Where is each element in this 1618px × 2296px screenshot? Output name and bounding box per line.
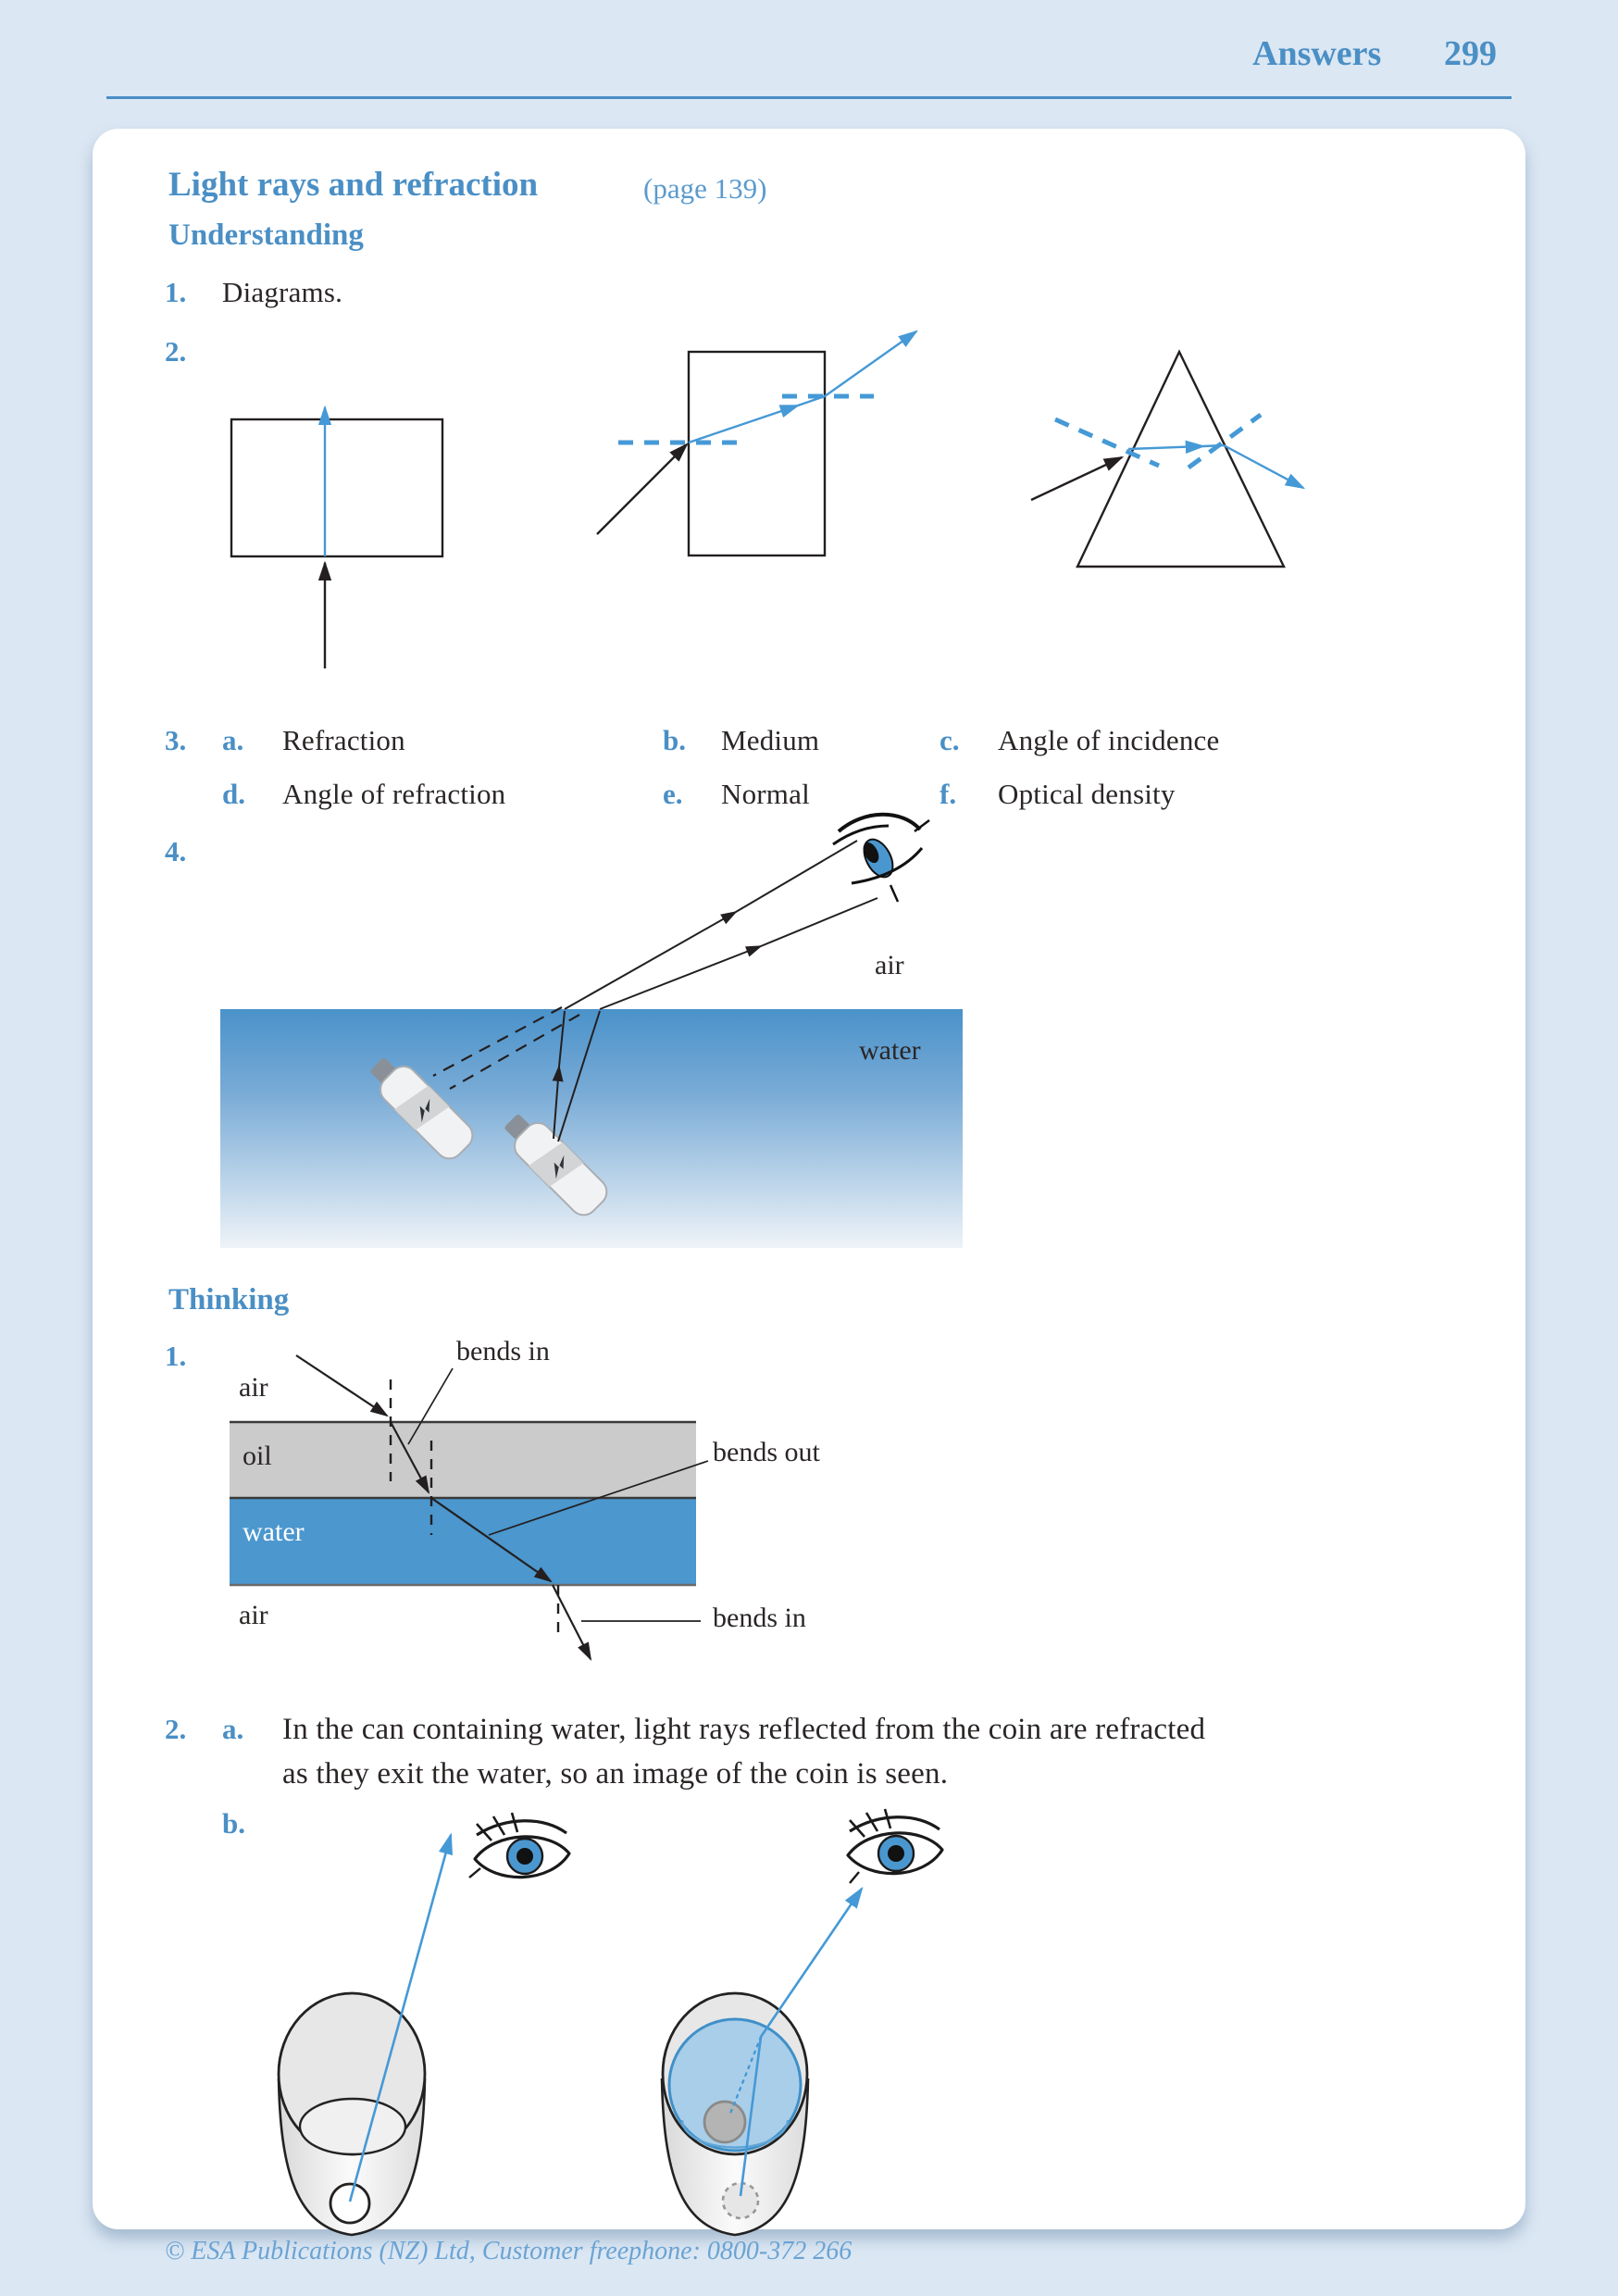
- t1-bends-out-label: bends out: [713, 1437, 820, 1467]
- q3e-answer: Normal: [721, 778, 810, 810]
- t1-number: 1.: [165, 1340, 187, 1372]
- t2b-letter: b.: [222, 1807, 245, 1840]
- understanding-heading: Understanding: [168, 218, 364, 252]
- q3d-answer: Angle of refraction: [282, 778, 506, 810]
- q3-number: 3.: [165, 724, 187, 756]
- layers-refraction-diagram: [230, 1355, 708, 1659]
- t1-bends-in-bottom-label: bends in: [713, 1603, 806, 1633]
- eye-icon: [833, 815, 929, 902]
- q3d-letter: d.: [222, 778, 245, 810]
- apparent-depth-diagram: [220, 815, 963, 1248]
- air-ray-2: [600, 898, 877, 1009]
- t1-air-bottom-label: air: [239, 1600, 268, 1630]
- q4-water-label: water: [859, 1035, 921, 1066]
- t1-water-label: water: [243, 1516, 305, 1547]
- section-page-ref: (page 139): [643, 172, 767, 205]
- q4-number: 4.: [165, 835, 187, 867]
- incident-ray: [1031, 457, 1122, 500]
- prism-diagram: [1031, 352, 1303, 567]
- can-with-water: [662, 1889, 862, 2235]
- q1-answer: Diagrams.: [222, 276, 343, 308]
- t1-air-top-label: air: [239, 1372, 268, 1403]
- internal-ray: [689, 396, 825, 443]
- q2-number: 2.: [165, 335, 187, 368]
- t1-bends-in-top-label: bends in: [456, 1336, 550, 1366]
- q3c-answer: Angle of incidence: [998, 724, 1220, 756]
- eye-icon-left: [469, 1813, 569, 1878]
- q1-number: 1.: [165, 276, 187, 308]
- coin-apparent: [704, 2102, 745, 2142]
- q3b-answer: Medium: [721, 724, 820, 756]
- eye-icon-right: [848, 1809, 942, 1883]
- q3f-letter: f.: [940, 778, 957, 810]
- block-oblique-incidence-diagram: [597, 331, 916, 555]
- answers-header-label: Answers: [1252, 34, 1382, 73]
- q3e-letter: e.: [663, 778, 683, 810]
- t2a-line1: In the can containing water, light rays reflected from the coin are refracted: [282, 1713, 1206, 1746]
- q3a-answer: Refraction: [282, 724, 405, 756]
- t1-oil-label: oil: [243, 1441, 272, 1471]
- coin-outline: [330, 2184, 369, 2223]
- t2-number: 2.: [165, 1713, 187, 1745]
- can-empty: [279, 1835, 451, 2235]
- thinking-heading: Thinking: [168, 1283, 290, 1316]
- exit-ray: [825, 331, 916, 396]
- coin-in-can-diagram: [279, 1809, 942, 2235]
- incident-ray: [597, 444, 687, 534]
- t2a-line2: as they exit the water, so an image of the coin is seen.: [282, 1757, 949, 1791]
- t2a-letter: a.: [222, 1713, 244, 1745]
- q3b-letter: b.: [663, 724, 686, 756]
- ray-air: [296, 1355, 387, 1416]
- q3a-letter: a.: [222, 724, 244, 756]
- section-title: Light rays and refraction: [168, 166, 539, 204]
- block-normal-incidence-diagram: [231, 407, 442, 668]
- page-number: 299: [1444, 34, 1497, 73]
- internal-ray: [1128, 445, 1224, 449]
- q3f-answer: Optical density: [998, 778, 1176, 810]
- copyright-footer: © ESA Publications (NZ) Ltd, Customer freephone: 0800-372 266: [165, 2237, 853, 2265]
- refracted-ray-to-eye: [761, 1889, 862, 2037]
- q4-air-label: air: [875, 950, 904, 980]
- q3c-letter: c.: [940, 724, 960, 756]
- oil-layer: [230, 1422, 696, 1498]
